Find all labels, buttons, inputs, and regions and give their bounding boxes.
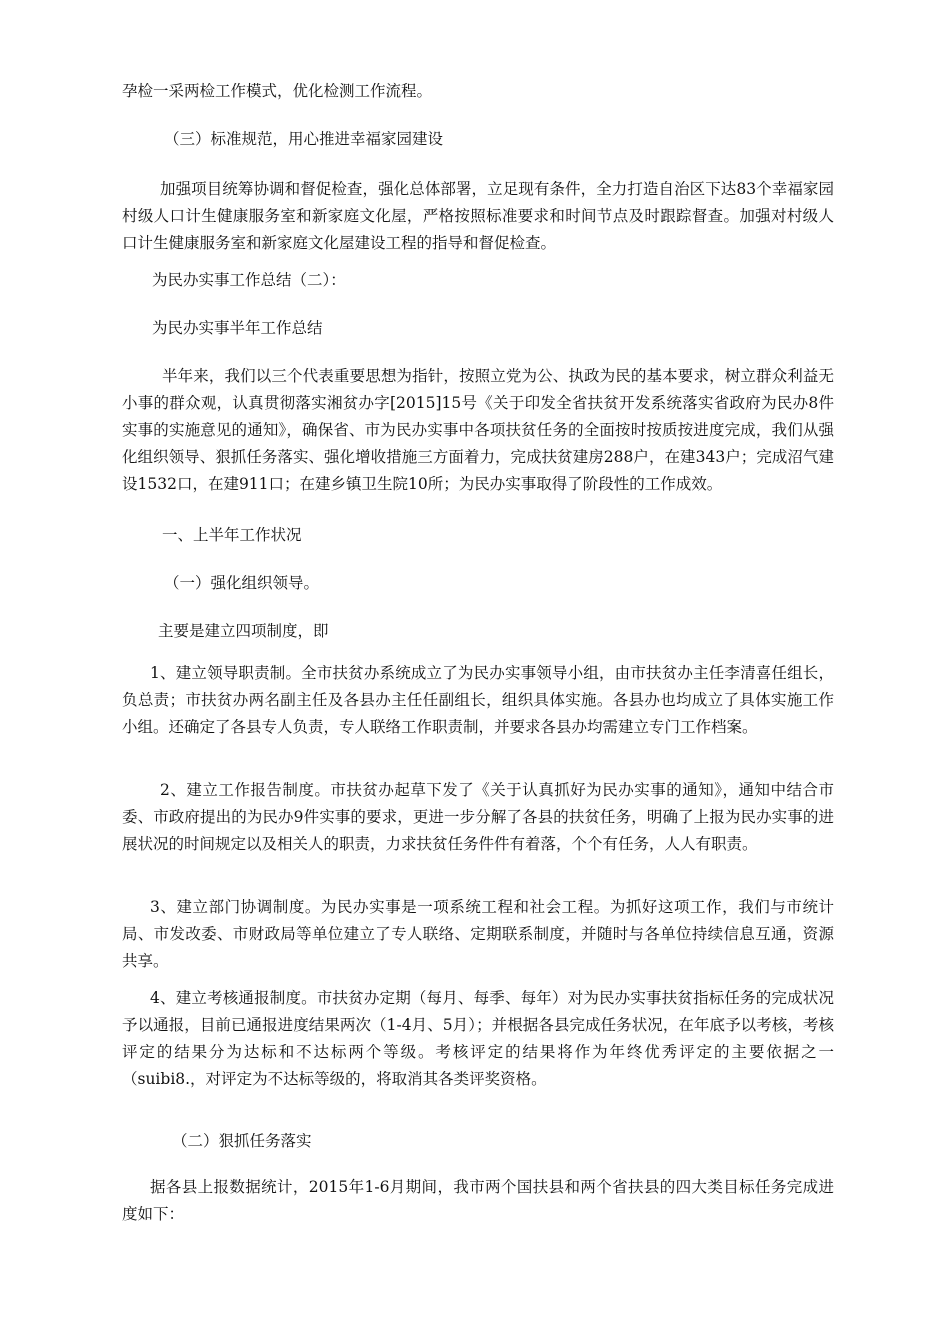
paragraph-statistics-intro: 据各县上报数据统计，2015年1-6月期间，我市两个国扶县和两个省扶县的四大类目标任务完成进度如下： <box>122 1178 834 1223</box>
document-title-half-year: 为民办实事半年工作总结 <box>152 319 323 337</box>
subheading-task-implementation: （二）狠抓任务落实 <box>172 1132 312 1150</box>
paragraph-item-4: 4、建立考核通报制度。市扶贫办定期（每月、每季、每年）对为民办实事扶贫指标任务的完成状况予以通报，目前已通报进度结果两次（1-4月、5月）；并根据各县完成任务状况，在年底予以考核，考核评定的结果分为达标和不达标两个等级。考核评定的结果将作为年终优秀评定的主要依据之一（suibi8.，对评定为不达标等级的，将取消其各类评奖资格。 <box>122 989 834 1088</box>
paragraph-item-1: 1、建立领导职责制。全市扶贫办系统成立了为民办实事领导小组，由市扶贫办主任李清喜任组长，负总责；市扶贫办两名副主任及各县办主任任副组长，组织具体实施。各县办也均成立了具体实施工作小组。还确定了各县专人负责，专人联络工作职责制，并要求各县办均需建立专门工作档案。 <box>122 664 834 736</box>
paragraph-four-systems: 主要是建立四项制度，即 <box>158 622 329 640</box>
paragraph-continuation: 孕检一采两检工作模式，优化检测工作流程。 <box>122 82 433 100</box>
paragraph-half-year-intro: 半年来，我们以三个代表重要思想为指针，按照立党为公、执政为民的基本要求，树立群众利益无小事的群众观，认真贯彻落实湘贫办字[2015]15号《关于印发全省扶贫开发系统落实省政府为民办8件实事的实施意见的通知》，确保省、市为民办实事中各项扶贫任务的全面按时按质按进度完成，我们从强化组织领导、狠抓任务落实、强化增收措施三方面着力，完成扶贫建房288户，在建343户；完成沼气建设1532口，在建911口；在建乡镇卫生院10所；为民办实事取得了阶段性的工作成效。 <box>122 367 834 493</box>
section-title-part-two: 为民办实事工作总结（二）： <box>152 271 346 289</box>
paragraph-item-3: 3、建立部门协调制度。为民办实事是一项系统工程和社会工程。为抓好这项工作，我们与市统计局、市发改委、市财政局等单位建立了专人联络、定期联系制度，并随时与各单位持续信息互通，资源共享。 <box>122 898 834 970</box>
paragraph-item-2: 2、建立工作报告制度。市扶贫办起草下发了《关于认真抓好为民办实事的通知》，通知中结合市委、市政府提出的为民办9件实事的要求，更进一步分解了各县的扶贫任务，明确了上报为民办实事的进展状况的时间规定以及相关人的职责，力求扶贫任务件件有着落，个个有任务，人人有职责。 <box>122 781 834 853</box>
heading-first-half-status: 一、上半年工作状况 <box>162 526 302 544</box>
paragraph-homeland-construction: 加强项目统筹协调和督促检查，强化总体部署，立足现有条件，全力打造自治区下达83个幸福家园村级人口计生健康服务室和新家庭文化屋，严格按照标准要求和时间节点及时跟踪督查。加强对村级人口计生健康服务室和新家庭文化屋建设工程的指导和督促检查。 <box>122 180 834 252</box>
subheading-organization: （一）强化组织领导。 <box>164 574 320 592</box>
subheading-three: （三）标准规范，用心推进幸福家园建设 <box>164 130 444 148</box>
